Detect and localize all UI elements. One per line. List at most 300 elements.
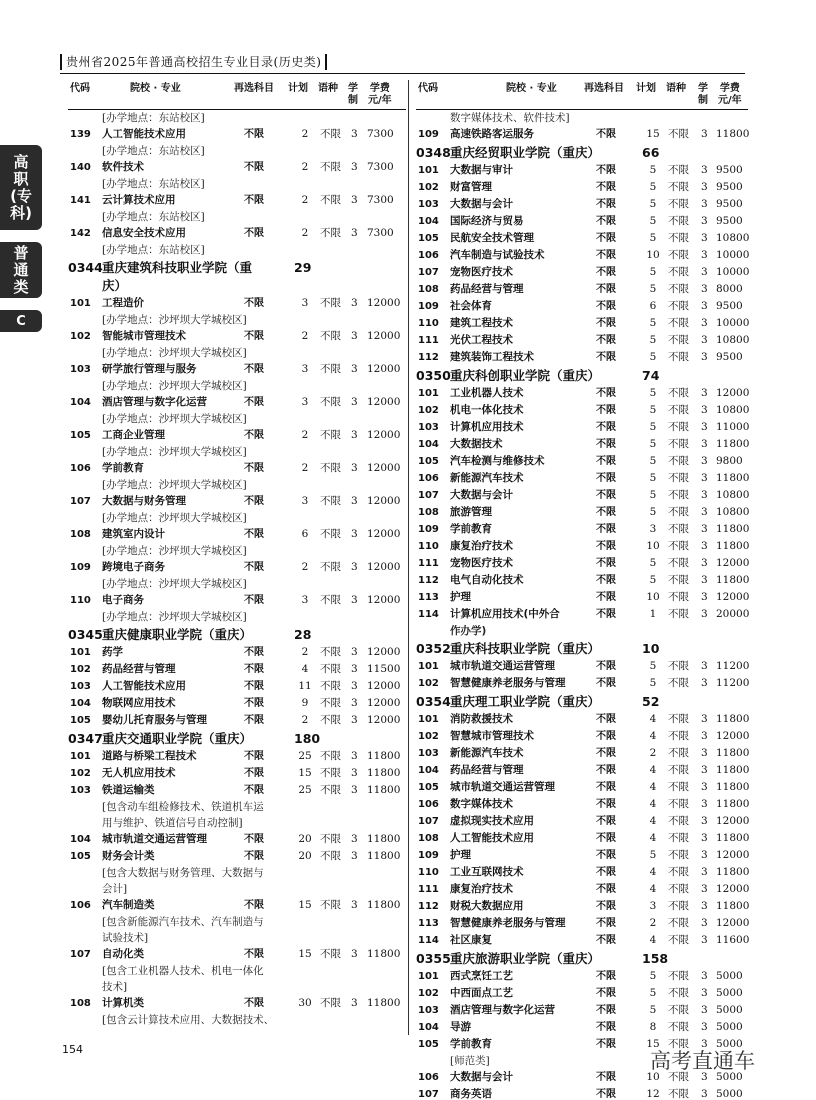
major-row[interactable] [416,762,748,779]
header-plan: 计划 [636,83,656,94]
header-years [698,83,708,107]
major-fee: 10000 [716,317,750,329]
major-subject-req: 不限 [244,364,264,375]
major-row[interactable] [416,402,748,419]
major-row[interactable] [416,196,748,213]
school-code: 0347 [68,731,103,746]
major-row[interactable] [416,589,748,606]
major-row[interactable] [416,932,748,949]
major-language: 不限 [320,899,341,911]
major-name: 药学 [102,646,123,658]
major-row[interactable] [416,281,748,298]
major-row[interactable] [416,298,748,315]
major-years: 3 [701,883,708,895]
major-plan: 2 [301,330,309,342]
major-fee: 5000 [716,987,743,999]
school-total-plan: 180 [294,731,321,746]
side-tab-general[interactable] [0,242,42,298]
school-heading[interactable] [68,730,406,748]
major-code: 101 [418,971,439,982]
major-code: 104 [70,698,91,709]
major-plan: 15 [646,128,660,140]
side-tab-vocational[interactable] [0,145,42,230]
major-plan: 5 [649,574,657,586]
major-years: 3 [351,833,358,845]
major-name: 大数据与会计 [450,489,513,501]
major-fee: 11800 [716,574,750,586]
major-code: 102 [418,182,439,193]
major-subject-req: 不限 [596,918,616,929]
major-row[interactable] [416,830,748,847]
major-name: 中西面点工艺 [450,987,513,999]
major-row[interactable] [68,328,406,345]
major-years: 3 [701,608,708,620]
school-heading[interactable] [68,626,406,644]
school-total-plan: 158 [642,951,669,966]
major-plan: 2 [301,646,309,658]
major-years: 3 [351,429,358,441]
major-language: 不限 [668,970,689,982]
major-language: 不限 [668,934,689,946]
major-row[interactable] [68,782,406,799]
major-fee: 12000 [367,429,401,441]
major-subject-req: 不限 [596,988,616,999]
major-years: 3 [701,523,708,535]
major-code: 110 [418,318,439,329]
major-subject-req: 不限 [244,228,264,239]
major-years: 3 [701,781,708,793]
major-language: 不限 [320,161,341,173]
major-subject-req: 不限 [596,182,616,193]
major-subject-req: 不限 [596,490,616,501]
major-plan: 6 [649,300,657,312]
major-code: 105 [418,782,439,793]
major-years: 3 [351,646,358,658]
school-heading[interactable] [68,259,406,295]
side-tab-c[interactable] [0,310,42,332]
major-years: 3 [351,161,358,173]
major-row[interactable] [416,779,748,796]
major-note: [办学地点：沙坪坝大学城校区] [102,446,247,458]
major-subject-req: 不限 [596,456,616,467]
major-code: 102 [418,988,439,999]
major-subject-req: 不限 [244,496,264,507]
major-code: 109 [418,524,439,535]
major-code: 103 [418,199,439,210]
major-name: 计算机应用技术(中外合 [450,608,560,620]
school-heading[interactable] [416,640,748,658]
major-name: 国际经济与贸易 [450,215,524,227]
major-plan: 30 [298,997,312,1009]
major-subject-req: 不限 [596,524,616,535]
header-years-1: 学 [348,83,358,94]
major-years: 3 [701,1021,708,1033]
page-header-title: 贵州省2025年普通高校招生专业目录(历史类) [60,54,327,70]
major-language: 不限 [668,832,689,844]
major-row[interactable] [68,295,406,312]
major-language: 不限 [668,317,689,329]
major-code: 108 [70,998,91,1009]
major-row[interactable] [68,831,406,848]
major-row[interactable] [416,247,748,264]
major-years: 3 [701,181,708,193]
major-code: 102 [418,405,439,416]
major-code: 103 [418,748,439,759]
major-code: 107 [418,816,439,827]
major-row[interactable] [68,526,406,543]
major-fee: 5000 [716,1021,743,1033]
major-plan: 4 [649,866,657,878]
major-row[interactable] [416,1019,748,1036]
major-language: 不限 [668,523,689,535]
major-row[interactable] [416,1002,748,1019]
major-name: 工商企业管理 [102,429,165,441]
major-years: 3 [701,866,708,878]
major-language: 不限 [668,900,689,912]
school-name: 重庆经贸职业学院（重庆） [450,145,601,160]
major-language: 不限 [668,387,689,399]
major-language: 不限 [668,730,689,742]
major-row[interactable] [416,521,748,538]
major-row[interactable] [68,394,406,411]
major-note: 试验技术] [102,932,149,944]
side-tab-char: 通 [13,260,29,279]
major-name: 商务英语 [450,1088,492,1100]
major-years: 3 [351,128,358,140]
major-note: [办学地点：沙坪坝大学城校区] [102,347,247,359]
major-row[interactable] [416,745,748,762]
major-code: 106 [418,250,439,261]
major-row[interactable] [68,225,406,242]
major-row[interactable] [68,159,406,176]
major-subject-req: 不限 [244,397,264,408]
major-plan: 12 [646,1088,660,1100]
major-subject-req: 不限 [244,331,264,342]
major-name: 汽车检测与维修技术 [450,455,545,467]
major-fee: 11800 [716,540,750,552]
major-plan: 10 [646,591,660,603]
major-fee: 9500 [716,164,743,176]
major-fee: 11800 [716,798,750,810]
major-row[interactable] [416,162,748,179]
major-plan: 20 [298,833,312,845]
major-years: 3 [351,948,358,960]
major-years: 3 [701,540,708,552]
major-language: 不限 [668,713,689,725]
major-subject-req: 不限 [596,216,616,227]
major-years: 3 [351,363,358,375]
major-code: 106 [70,900,91,911]
major-years: 3 [701,677,708,689]
major-years: 3 [701,798,708,810]
major-plan: 10 [646,249,660,261]
major-fee: 7300 [367,227,394,239]
school-code: 0350 [416,368,451,383]
major-subject-req: 不限 [596,301,616,312]
major-subject-req: 不限 [596,867,616,878]
major-name: 建筑室内设计 [102,528,165,540]
major-name: 智慧城市管理技术 [450,730,534,742]
major-name: 工业机器人技术 [450,387,524,399]
major-row[interactable] [68,748,406,765]
major-row[interactable] [68,192,406,209]
major-row[interactable] [416,968,748,985]
major-row[interactable] [416,487,748,504]
major-row[interactable] [68,592,406,609]
major-row[interactable] [416,796,748,813]
major-name: 高速铁路客运服务 [450,128,534,140]
major-row[interactable] [68,644,406,661]
major-code: 142 [70,228,91,239]
major-code: 112 [418,901,439,912]
major-language: 不限 [320,128,341,140]
major-name: 药品经营与管理 [102,663,176,675]
major-name: 社会体育 [450,300,492,312]
major-code: 101 [418,714,439,725]
major-row[interactable] [416,711,748,728]
major-row[interactable] [416,213,748,230]
major-subject-req: 不限 [596,661,616,672]
major-row[interactable] [68,559,406,576]
major-row[interactable] [416,555,748,572]
major-language: 不限 [320,594,341,606]
major-plan: 4 [649,730,657,742]
major-row[interactable] [416,385,748,402]
major-years: 3 [701,351,708,363]
school-heading[interactable] [416,144,748,162]
major-years: 3 [351,194,358,206]
major-name: 大数据与会计 [450,198,513,210]
major-row[interactable] [416,538,748,555]
major-note: [包含新能源汽车技术、汽车制造与 [102,916,264,928]
major-row[interactable] [416,1086,748,1100]
major-row[interactable] [68,427,406,444]
major-plan: 25 [298,750,312,762]
major-fee: 11800 [367,784,401,796]
major-plan: 5 [649,557,657,569]
major-years: 3 [701,1038,708,1050]
major-row[interactable] [416,813,748,830]
left-column [68,80,406,1028]
major-row[interactable] [416,179,748,196]
major-name: 电子商务 [102,594,144,606]
major-subject-req: 不限 [244,715,264,726]
major-code: 102 [70,331,91,342]
major-years: 3 [701,1004,708,1016]
major-row[interactable] [68,848,406,865]
major-subject-req: 不限 [596,714,616,725]
side-tab-char: 职 [13,169,29,188]
school-heading[interactable] [416,693,748,711]
major-name: 民航安全技术管理 [450,232,534,244]
major-row[interactable] [416,126,748,143]
major-code: 140 [70,162,91,173]
major-row[interactable] [68,661,406,678]
major-language: 不限 [320,850,341,862]
major-note: 数字媒体技术、软件技术] [450,112,570,124]
major-code: 112 [418,352,439,363]
school-name: 重庆科创职业学院（重庆） [450,368,601,383]
major-row[interactable] [416,898,748,915]
major-row[interactable] [416,985,748,1002]
major-row[interactable] [416,470,748,487]
major-name: 婴幼儿托育服务与管理 [102,714,207,726]
major-code: 107 [418,1089,439,1100]
major-subject-req: 不限 [596,816,616,827]
major-years: 3 [701,591,708,603]
header-lang: 语种 [318,83,338,94]
major-plan: 15 [298,948,312,960]
major-row[interactable] [416,349,748,366]
major-plan: 2 [301,714,309,726]
major-subject-req: 不限 [244,430,264,441]
major-plan: 5 [649,421,657,433]
major-row[interactable] [416,436,748,453]
header-school-major: 院校 · 专业 [130,83,181,94]
major-years: 3 [701,574,708,586]
major-row[interactable] [416,881,748,898]
major-language: 不限 [320,750,341,762]
major-note: [办学地点：沙坪坝大学城校区] [102,413,247,425]
major-note: [办学地点：东站校区] [102,211,205,223]
major-plan: 4 [649,798,657,810]
major-row[interactable] [416,419,748,436]
side-tab-char: 类 [13,277,29,296]
major-language: 不限 [668,198,689,210]
major-row[interactable] [68,678,406,695]
major-row[interactable] [68,995,406,1012]
major-fee: 11800 [716,128,750,140]
major-row[interactable] [416,658,748,675]
major-name: 消防救援技术 [450,713,513,725]
major-note: [办学地点：沙坪坝大学城校区] [102,479,247,491]
major-row[interactable] [68,946,406,963]
major-name: 建筑工程技术 [450,317,513,329]
major-subject-req: 不限 [596,267,616,278]
major-fee: 11600 [716,934,750,946]
major-row[interactable] [68,126,406,143]
major-name: 云计算技术应用 [102,194,176,206]
major-fee: 11800 [367,750,401,762]
major-fee: 11800 [716,900,750,912]
major-subject-req: 不限 [596,782,616,793]
major-fee: 12000 [367,462,401,474]
major-row[interactable] [416,847,748,864]
major-row[interactable] [416,453,748,470]
major-subject-req: 不限 [596,405,616,416]
major-row[interactable] [416,315,748,332]
school-name: 重庆健康职业学院（重庆） [102,627,253,642]
major-fee: 10800 [716,334,750,346]
major-fee: 11200 [716,677,750,689]
major-name: 铁道运输类 [102,784,155,796]
major-years: 3 [701,849,708,861]
major-fee: 9500 [716,351,743,363]
major-plan: 5 [649,334,657,346]
major-language: 不限 [668,404,689,416]
major-code: 106 [70,463,91,474]
major-language: 不限 [320,495,341,507]
major-row[interactable] [416,675,748,692]
major-name: 道路与桥梁工程技术 [102,750,197,762]
major-row[interactable] [416,606,748,623]
major-row[interactable] [68,897,406,914]
major-code: 109 [70,562,91,573]
major-row[interactable] [68,695,406,712]
major-fee: 12000 [367,363,401,375]
major-plan: 2 [301,161,309,173]
major-subject-req: 不限 [596,250,616,261]
major-subject-req: 不限 [596,935,616,946]
header-fee-1: 学费 [719,83,740,94]
major-plan: 15 [298,899,312,911]
major-row[interactable] [416,264,748,281]
major-years: 3 [701,900,708,912]
major-row[interactable] [416,504,748,521]
major-language: 不限 [668,266,689,278]
school-total-plan: 66 [642,145,660,160]
major-row[interactable] [416,332,748,349]
major-plan: 2 [301,227,309,239]
major-fee: 5000 [716,1004,743,1016]
major-language: 不限 [668,987,689,999]
major-years: 3 [351,330,358,342]
major-code: 101 [418,388,439,399]
major-row[interactable] [68,460,406,477]
major-row[interactable] [68,765,406,782]
school-name: 重庆建筑科技职业学院（重 [102,260,253,275]
major-row[interactable] [416,864,748,881]
header-code: 代码 [418,83,438,94]
major-row[interactable] [416,230,748,247]
major-code: 105 [418,456,439,467]
major-row[interactable] [68,493,406,510]
major-row[interactable] [68,361,406,378]
major-row[interactable] [416,915,748,932]
major-name: 城市轨道交通运营管理 [450,660,555,672]
header-req: 再选科目 [584,83,624,94]
major-code: 103 [70,364,91,375]
school-code: 0352 [416,641,451,656]
major-language: 不限 [668,574,689,586]
major-row[interactable] [416,572,748,589]
major-row[interactable] [68,712,406,729]
major-fee: 11800 [716,747,750,759]
major-fee: 11800 [367,997,401,1009]
major-note: [包含大数据与财务管理、大数据与 [102,867,264,879]
major-code: 104 [418,765,439,776]
major-years: 3 [701,421,708,433]
major-code: 107 [418,267,439,278]
major-subject-req: 不限 [244,529,264,540]
major-plan: 2 [301,429,309,441]
major-subject-req: 不限 [244,298,264,309]
major-subject-req: 不限 [596,1039,616,1050]
major-fee: 12000 [716,730,750,742]
major-fee: 10000 [716,266,750,278]
school-heading[interactable] [416,367,748,385]
major-row[interactable] [416,728,748,745]
major-years: 3 [701,249,708,261]
major-subject-req: 不限 [596,129,616,140]
major-years: 3 [351,680,358,692]
major-plan: 10 [646,540,660,552]
school-heading[interactable] [416,950,748,968]
major-years: 3 [701,1071,708,1083]
major-language: 不限 [320,363,341,375]
major-name: 宠物医疗技术 [450,557,513,569]
major-years: 3 [701,266,708,278]
